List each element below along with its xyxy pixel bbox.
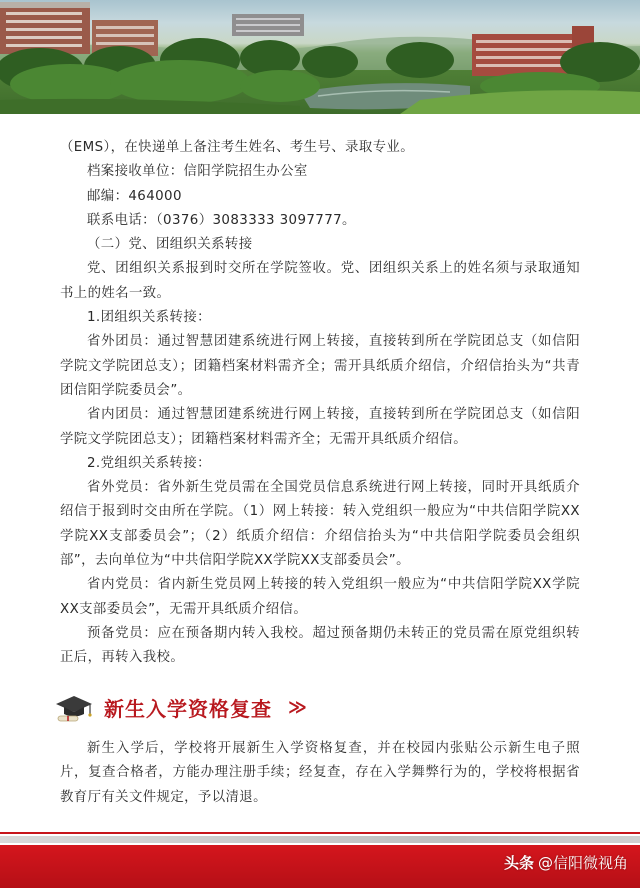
subheading: 2.党组织关系转接： — [87, 455, 211, 471]
document-body — [60, 136, 580, 671]
section-title: 新生入学资格复查 — [104, 696, 272, 721]
footer-divider — [0, 832, 640, 834]
watermark-handle: @信阳微视角 — [537, 854, 628, 872]
double-chevron-icon: ≫ — [288, 696, 307, 718]
subheading: （二）党、团组织关系转接 — [87, 237, 253, 253]
paragraph: 联系电话：（0376）3083333 3097777。 — [87, 212, 356, 228]
paragraph: 邮编：464000 — [87, 188, 182, 204]
graduation-cap-icon — [54, 692, 94, 722]
paragraph: 党、团组织关系报到时交所在学院签收。党、团组织关系上的姓名须与录取通知书上的姓名一致。 — [60, 261, 580, 301]
subheading: 1.团组织关系转接： — [87, 310, 211, 326]
paragraph: 省外团员：通过智慧团建系统进行网上转接，直接转到所在学院团总支（如信阳学院文学院团总支）；团籍档案材料需齐全；需开具纸质介绍信，介绍信抬头为“共青团信阳学院委员会”。 — [60, 334, 580, 398]
watermark — [504, 852, 628, 873]
section-heading — [54, 688, 474, 726]
paragraph: 省内党员：省内新生党员网上转接的转入党组织一般应为“中共信阳学院XX学院XX支部委员会”，无需开具纸质介绍信。 — [60, 577, 580, 617]
footer-stripe — [0, 836, 640, 843]
section-body — [60, 737, 580, 810]
paragraph: 省内团员：通过智慧团建系统进行网上转接，直接转到所在学院团总支（如信阳学院文学院团总支）；团籍档案材料需齐全；无需开具纸质介绍信。 — [60, 407, 580, 447]
paragraph: （EMS），在快递单上备注考生姓名、考生号、录取专业。 — [60, 140, 414, 155]
paragraph: 档案接收单位：信阳学院招生办公室 — [87, 164, 308, 180]
watermark-brand: 头条 — [503, 854, 534, 872]
campus-banner-image — [0, 0, 640, 114]
paragraph: 预备党员：应在预备期内转入我校。超过预备期仍未转正的党员需在原党组织转正后，再转入我校。 — [60, 625, 580, 666]
paragraph: 省外党员：省外新生党员需在全国党员信息系统进行网上转接，同时开具纸质介绍信于报到时交由所在学院。（1）网上转接：转入党组织一般应为“中共信阳学院XX学院XX支部委员会”；（2）纸质介绍信：介绍信抬头为“中共信阳学院委员会组织部”，去向单位为“中共信阳学院XX学院XX支部委员会”。 — [60, 480, 580, 569]
paragraph: 新生入学后，学校将开展新生入学资格复查，并在校园内张贴公示新生电子照片，复查合格者，方能办理注册手续；经复查，存在入学舞弊行为的，学校将根据省教育厅有关文件规定，予以清退。 — [60, 741, 580, 805]
